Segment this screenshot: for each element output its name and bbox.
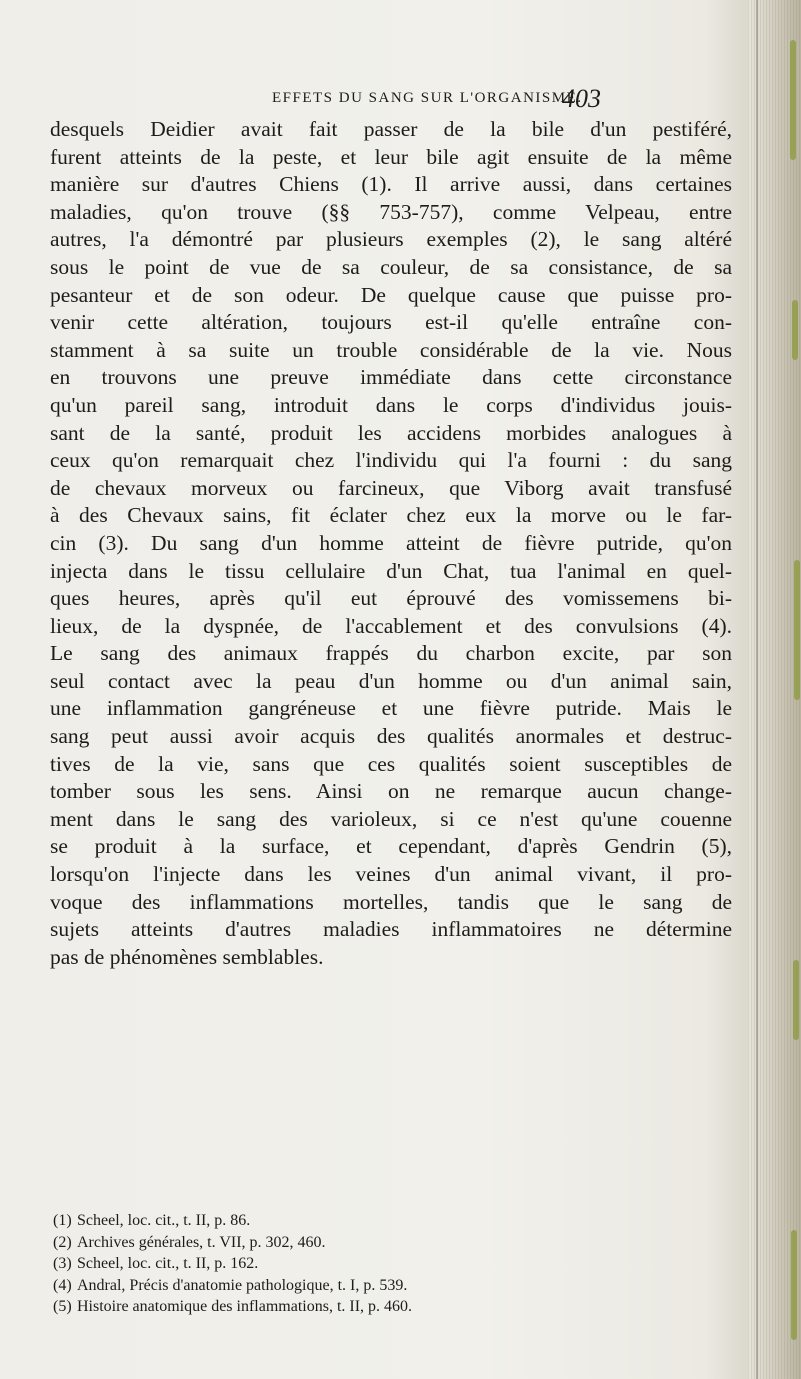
text-line: de chevaux morveux ou farcineux, que Viborg avait transfusé bbox=[50, 475, 732, 500]
footnote bbox=[53, 1210, 733, 1232]
text-line: furent atteints de la peste, et leur bile agit ensuite de la même bbox=[50, 144, 732, 169]
footnote-text: Scheel, loc. cit., t. II, p. 86. bbox=[77, 1212, 251, 1229]
text-line: tomber sous les sens. Ainsi on ne remarque aucun change- bbox=[50, 779, 732, 804]
footnote-number: (4) bbox=[53, 1276, 72, 1294]
text-line: sant de la santé, produit les accidens morbides analogues à bbox=[50, 420, 732, 445]
footnotes bbox=[53, 1210, 733, 1318]
text-line: cin (3). Du sang d'un homme atteint de fièvre putride, qu'on bbox=[50, 530, 732, 555]
page-edge-mark bbox=[794, 560, 800, 700]
footnote-number: (1) bbox=[53, 1212, 72, 1229]
page-header bbox=[0, 84, 801, 118]
footnote-number: (2) bbox=[53, 1233, 72, 1251]
footnote bbox=[53, 1232, 733, 1254]
footnote-text: Archives générales, t. VII, p. 302, 460. bbox=[77, 1233, 326, 1251]
text-line: ques heures, après qu'il eut éprouvé des vomissemens bi- bbox=[50, 586, 732, 611]
body-text bbox=[50, 116, 732, 971]
page-edge-mark bbox=[792, 300, 798, 360]
text-line: pesanteur et de son odeur. De quelque cause que puisse pro- bbox=[50, 282, 732, 307]
text-line: voque des inflammations mortelles, tandis que le sang de bbox=[50, 889, 732, 914]
footnote-text: Andral, Précis d'anatomie pathologique, t. I, p. 539. bbox=[77, 1276, 408, 1294]
page-edge-mark bbox=[791, 1230, 797, 1340]
text-line: une inflammation gangréneuse et une fièvre putride. Mais le bbox=[50, 696, 732, 721]
page-fold-line bbox=[756, 0, 758, 1379]
text-line: à des Chevaux sains, fit éclater chez eux la morve ou le far- bbox=[50, 503, 732, 528]
text-line: injecta dans le tissu cellulaire d'un Chat, tua l'animal en quel- bbox=[50, 558, 732, 583]
text-line: ment dans le sang des varioleux, si ce n'est qu'une couenne bbox=[50, 806, 732, 831]
footnote-text: Scheel, loc. cit., t. II, p. 162. bbox=[77, 1255, 259, 1272]
text-line: Le sang des animaux frappés du charbon excite, par son bbox=[50, 641, 732, 666]
text-line: manière sur d'autres Chiens (1). Il arrive aussi, dans certaines bbox=[50, 172, 732, 197]
text-line: desquels Deidier avait fait passer de la bile d'un pestiféré, bbox=[50, 117, 732, 141]
text-line: ceux qu'on remarquait chez l'individu qui l'a fourni : du sang bbox=[50, 448, 732, 473]
text-line: autres, l'a démontré par plusieurs exemples (2), le sang altéré bbox=[50, 227, 732, 252]
text-line: stamment à sa suite un trouble considérable de la vie. Nous bbox=[50, 337, 732, 362]
footnote bbox=[53, 1296, 733, 1318]
text-line: se produit à la surface, et cependant, d'après Gendrin (5), bbox=[50, 834, 732, 859]
text-line: seul contact avec la peau d'un homme ou d'un animal sain, bbox=[50, 668, 732, 693]
text-line: pas de phénomènes semblables. bbox=[50, 944, 324, 969]
page-edge-mark bbox=[793, 960, 799, 1040]
text-line: en trouvons une preuve immédiate dans cette circonstance bbox=[50, 365, 732, 390]
page-number: 403 bbox=[562, 84, 601, 113]
running-head: EFFETS DU SANG SUR L'ORGANISME. bbox=[272, 90, 583, 106]
text-line: lieux, de la dyspnée, de l'accablement et des convulsions (4). bbox=[50, 613, 732, 638]
footnote bbox=[53, 1275, 733, 1297]
footnote bbox=[53, 1253, 733, 1275]
text-line: maladies, qu'on trouve (§§ 753-757), comme Velpeau, entre bbox=[50, 199, 732, 224]
text-line: qu'un pareil sang, introduit dans le corps d'individus jouis- bbox=[50, 392, 732, 417]
text-line: sous le point de vue de sa couleur, de sa consistance, de sa bbox=[50, 254, 732, 279]
text-line: sang peut aussi avoir acquis des qualités anormales et destruc- bbox=[50, 724, 732, 749]
text-line: lorsqu'on l'injecte dans les veines d'un animal vivant, il pro- bbox=[50, 862, 732, 887]
text-line: venir cette altération, toujours est-il qu'elle entraîne con- bbox=[50, 310, 732, 335]
footnote-number: (3) bbox=[53, 1255, 72, 1272]
footnote-text: Histoire anatomique des inflammations, t. II, p. 460. bbox=[77, 1298, 413, 1315]
text-line: tives de la vie, sans que ces qualités soient susceptibles de bbox=[50, 751, 732, 776]
footnote-number: (5) bbox=[53, 1298, 72, 1315]
text-line: sujets atteints d'autres maladies inflammatoires ne détermine bbox=[50, 917, 732, 942]
